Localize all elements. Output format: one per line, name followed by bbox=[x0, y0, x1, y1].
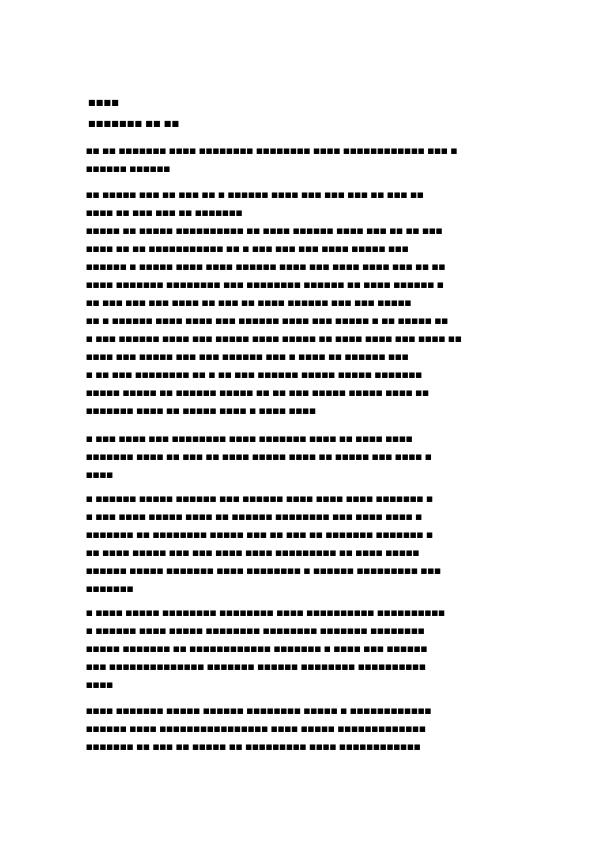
text-line: ■■■■■■ ■■■■ ■■■■■■■■■■■■■■■■ ■■■■ ■■■■■ ■■■■■■■■■■■■■ bbox=[86, 724, 426, 733]
text-line: ■■■■ bbox=[86, 680, 114, 689]
text-line: ■■ ■■■ ■■■ ■■■ ■■■■ ■■ ■■■ ■■ ■■■■ ■■■■■■ ■■■ ■■■ ■■■■■ bbox=[86, 298, 412, 307]
paragraph-1 bbox=[86, 186, 510, 420]
text-line: ■■■■■■■ ■■■■ ■■ ■■■ ■■ ■■■■ ■■■■■ ■■■■ ■■ ■■■■■ ■■■ ■■■■ ■ bbox=[86, 452, 432, 461]
text-line: ■ ■■■ ■■■■■■ ■■■■ ■■■ ■■■■■ ■■■■ ■■■■■ ■■ ■■■■ ■■■■ ■■■ ■■■■ ■■ bbox=[86, 334, 462, 343]
text-line: ■■■ ■■■■■■■■■■■■■■ ■■■■■■■ ■■■■■■ ■■■■■■■■ ■■■■■■■■■■ bbox=[86, 662, 426, 671]
text-line: ■■ ■■ ■■■■■■■ ■■■■ ■■■■■■■■ ■■■■■■■■ ■■■■ ■■■■■■■■■■■■ ■■■ ■ bbox=[86, 146, 458, 155]
text-line: ■■■■ ■■ ■■■ ■■■ ■■ ■■■■■■■ bbox=[86, 208, 243, 217]
text-line: ■ ■■■■■■ ■■■■ ■■■■■ ■■■■■■■■ ■■■■■■■■ ■■■■■■■ ■■■■■■■■ bbox=[86, 626, 425, 635]
paragraph-4 bbox=[86, 604, 510, 694]
text-line: ■ ■■■■ ■■■■■ ■■■■■■■■ ■■■■■■■■ ■■■■ ■■■■■■■■■■ ■■■■■■■■■■ bbox=[86, 608, 446, 617]
paragraph-intro bbox=[86, 142, 510, 178]
text-line: ■■■■ ■■■ ■■■■■ ■■■ ■■■ ■■■■■■ ■■■ ■ ■■■■ ■■ ■■■■■■ ■■■ bbox=[86, 352, 409, 361]
text-line: ■■■■■■■ ■■■■ ■■ ■■■■■ ■■■■ ■ ■■■■ ■■■■ bbox=[86, 406, 317, 415]
text-line: ■■■■ ■■■■■■■ ■■■■■ ■■■■■■ ■■■■■■■■ ■■■■■ ■ ■■■■■■■■■■■■ bbox=[86, 706, 432, 715]
text-line: ■■■■■■■ ■■ ■■■ ■■ ■■■■■ ■■ ■■■■■■■■■ ■■■■ ■■■■■■■■■■■■ bbox=[86, 742, 421, 751]
text-line: ■■■■ bbox=[86, 470, 114, 479]
text-line: ■ ■■■ ■■■■ ■■■ ■■■■■■■■ ■■■■ ■■■■■■■ ■■■■ ■■ ■■■■ ■■■■ bbox=[86, 434, 413, 443]
text-line: ■ ■■■■■■ ■■■■■ ■■■■■■ ■■■ ■■■■■■ ■■■■ ■■■■ ■■■■ ■■■■■■■ ■ bbox=[86, 494, 434, 503]
text-line: ■■■■■■■ bbox=[86, 584, 134, 593]
text-line: ■■■■■■ ■ ■■■■■ ■■■■ ■■■■ ■■■■■■ ■■■■ ■■■ ■■■■ ■■■■ ■■■ ■■ ■■ bbox=[86, 262, 446, 271]
text-line: ■■ ■ ■■■■■■ ■■■■ ■■■■ ■■■ ■■■■■■ ■■■■ ■■■ ■■■■■ ■ ■■ ■■■■■ ■■ bbox=[86, 316, 449, 325]
text-line: ■■■■■ ■■ ■■■■■ ■■■■■■■■■■ ■■ ■■■■ ■■■■■■ ■■■■ ■■■ ■■ ■■ ■■■ bbox=[86, 226, 443, 235]
paragraph-3 bbox=[86, 490, 510, 598]
author-info: ■■■■■■■ ■■ ■■ bbox=[88, 119, 180, 128]
text-line: ■■ ■■■■ ■■■■■ ■■■ ■■■ ■■■■ ■■■■ ■■■■■■■■■ ■■ ■■■■ ■■■■■ bbox=[86, 548, 420, 557]
text-line: ■■■■■■■ ■■ ■■■■■■■■ ■■■■■ ■■■ ■■ ■■■ ■■ ■■■■■■■ ■■■■■■■ ■ bbox=[86, 530, 434, 539]
text-line: ■■ ■■■■■ ■■■ ■■ ■■■ ■■ ■ ■■■■■■ ■■■■ ■■■ ■■■ ■■■ ■■ ■■■ ■■ bbox=[86, 190, 424, 199]
text-line: ■■■■■ ■■■■■ ■■ ■■■■■■ ■■■■■ ■■ ■■ ■■■ ■■■■■ ■■■■■ ■■■■ ■■ bbox=[86, 388, 430, 397]
text-line: ■■■■ ■■■■■■■ ■■■■■■■■ ■■■ ■■■■■■■■ ■■■■■■ ■■ ■■■■ ■■■■■■ ■ bbox=[86, 280, 444, 289]
paragraph-5 bbox=[86, 702, 510, 756]
text-line: ■■■■ ■■ ■■ ■■■■■■■■■■■ ■■ ■ ■■■ ■■■ ■■■ ■■■■ ■■■■■ ■■■ bbox=[86, 244, 409, 253]
text-line: ■ ■■ ■■■ ■■■■■■■■ ■■ ■ ■■ ■■■ ■■■■■■ ■■■■■ ■■■■■ ■■■■■■■ bbox=[86, 370, 423, 379]
paragraph-2 bbox=[86, 430, 510, 484]
text-line: ■ ■■■ ■■■■ ■■■■■ ■■■■ ■■ ■■■■■■ ■■■■■■■■ ■■■ ■■■■ ■■■■ ■ bbox=[86, 512, 423, 521]
text-line: ■■■■■■ ■■■■■■ bbox=[86, 164, 171, 173]
text-line: ■■■■■ ■■■■■■■ ■■ ■■■■■■■■■■■■ ■■■■■■■ ■ ■■■■ ■■■ ■■■■■■ bbox=[86, 644, 428, 653]
text-line: ■■■■■■ ■■■■■ ■■■■■■■ ■■■■ ■■■■■■■■ ■ ■■■■■■ ■■■■■■■■■ ■■■ bbox=[86, 566, 442, 575]
author-name: ■■■■ bbox=[88, 98, 120, 107]
